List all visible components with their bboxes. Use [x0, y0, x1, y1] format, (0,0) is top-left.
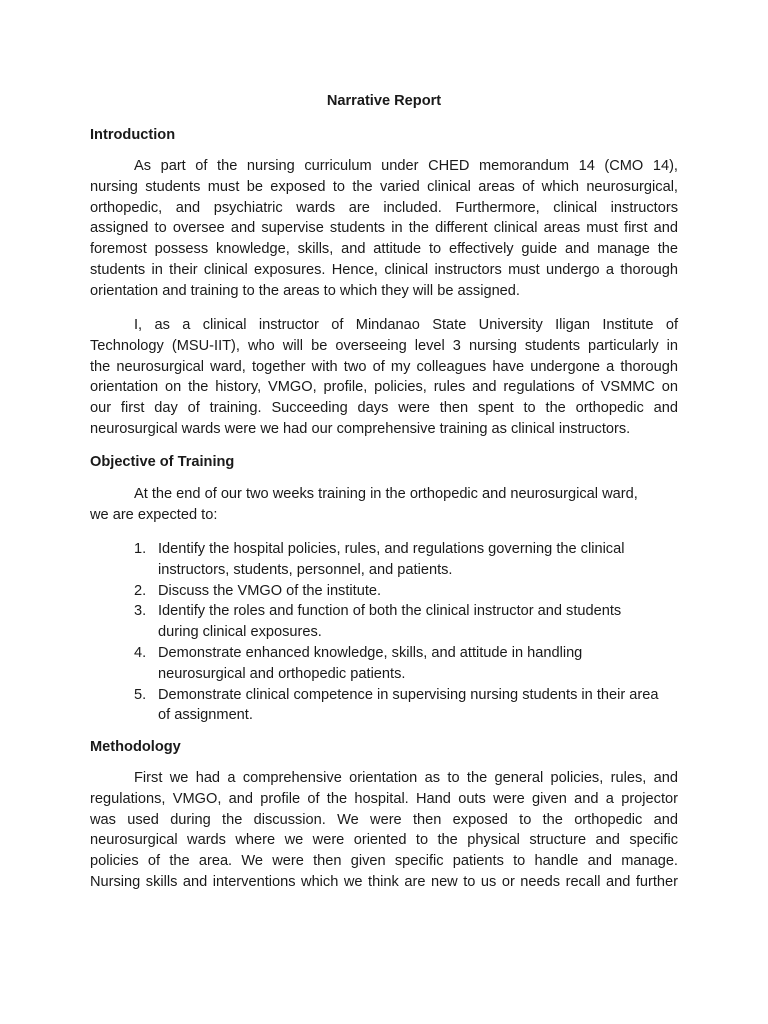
introduction-paragraph-1 — [90, 156, 678, 302]
text-line: As part of the nursing curriculum under CHED memorandum 14 (CMO 14), — [134, 158, 678, 174]
list-item-text: Demonstrate clinical competence in supervising nursing students in their area — [158, 686, 659, 703]
methodology-paragraph — [90, 768, 678, 893]
list-item-text: neurosurgical and orthopedic patients. — [158, 665, 406, 682]
text-line: I, as a clinical instructor of Mindanao State University Iligan Institute of — [134, 317, 678, 333]
text-line: First we had a comprehensive orientation as to the general policies, rules, and — [134, 770, 678, 786]
text-line: assigned to oversee and supervise students in the different clinical areas must first and — [90, 220, 678, 237]
text-line: orthopedic, and psychiatric wards are included. Furthermore, clinical instructors — [90, 199, 678, 216]
text-line: nursing students must be exposed to the varied clinical areas of which neurosurgical, — [90, 178, 678, 195]
methodology-heading: Methodology — [90, 739, 181, 755]
list-item-number: 3. — [134, 603, 147, 620]
text-line: At the end of our two weeks training in the orthopedic and neurosurgical ward, — [134, 486, 638, 502]
objective-heading: Objective of Training — [90, 454, 235, 470]
list-item-text: Identify the hospital policies, rules, and regulations governing the clinical — [158, 541, 625, 557]
list-item-number: 4. — [134, 644, 147, 661]
objective-intro — [90, 484, 678, 526]
text-line: neurosurgical wards where we were oriented to the physical structure and specific — [90, 832, 678, 849]
introduction-heading: Introduction — [90, 127, 176, 143]
text-line: regulations, VMGO, and profile of the hospital. Hand outs were given and a projector — [90, 790, 678, 807]
document-title: Narrative Report — [326, 93, 442, 109]
list-item-number: 5. — [134, 686, 147, 703]
list-item — [134, 581, 678, 602]
text-line: was used during the discussion. We were then exposed to the orthopedic and — [90, 811, 678, 828]
text-line: students in their clinical exposures. Hence, clinical instructors must undergo a thorough — [90, 261, 678, 278]
list-item-number: 2. — [134, 582, 147, 599]
list-item — [134, 685, 678, 727]
text-line: foremost possess knowledge, skills, and attitude to effectively guide and manage the — [90, 241, 678, 258]
list-item-text: Discuss the VMGO of the institute. — [158, 582, 382, 599]
list-item — [134, 539, 678, 581]
text-line: we are expected to: — [90, 506, 218, 523]
text-line: policies of the area. We were then given specific patients to handle and manage. — [90, 853, 678, 870]
text-line: neurosurgical wards were we had our comprehensive training as clinical instructors. — [90, 420, 631, 437]
list-item — [134, 643, 678, 685]
text-line: Nursing skills and interventions which we think are new to us or needs recall and further — [90, 873, 678, 890]
list-item-number: 1. — [134, 541, 147, 557]
introduction-paragraph-2 — [90, 315, 678, 440]
text-line: orientation and training to the areas to which they will be assigned. — [90, 282, 520, 299]
list-item — [134, 601, 678, 643]
objective-list — [134, 539, 678, 726]
list-item-text: Demonstrate enhanced knowledge, skills, and attitude in handling — [158, 644, 583, 661]
text-line: our first day of training. Succeeding days were then spent to the orthopedic and — [90, 400, 678, 417]
text-line: orientation on the history, VMGO, profile, policies, rules and regulations of VSMMC on — [90, 379, 678, 396]
list-item-text: during clinical exposures. — [158, 624, 322, 641]
list-item-text: Identify the roles and function of both the clinical instructor and students — [158, 603, 622, 620]
list-item-text: of assignment. — [158, 707, 253, 724]
text-line: Technology (MSU-IIT), who will be overseeing level 3 nursing students particularly in — [90, 337, 678, 354]
text-line: the neurosurgical ward, together with two of my colleagues have undergone a thorough — [90, 358, 678, 375]
list-item-text: instructors, students, personnel, and patients. — [158, 561, 453, 578]
